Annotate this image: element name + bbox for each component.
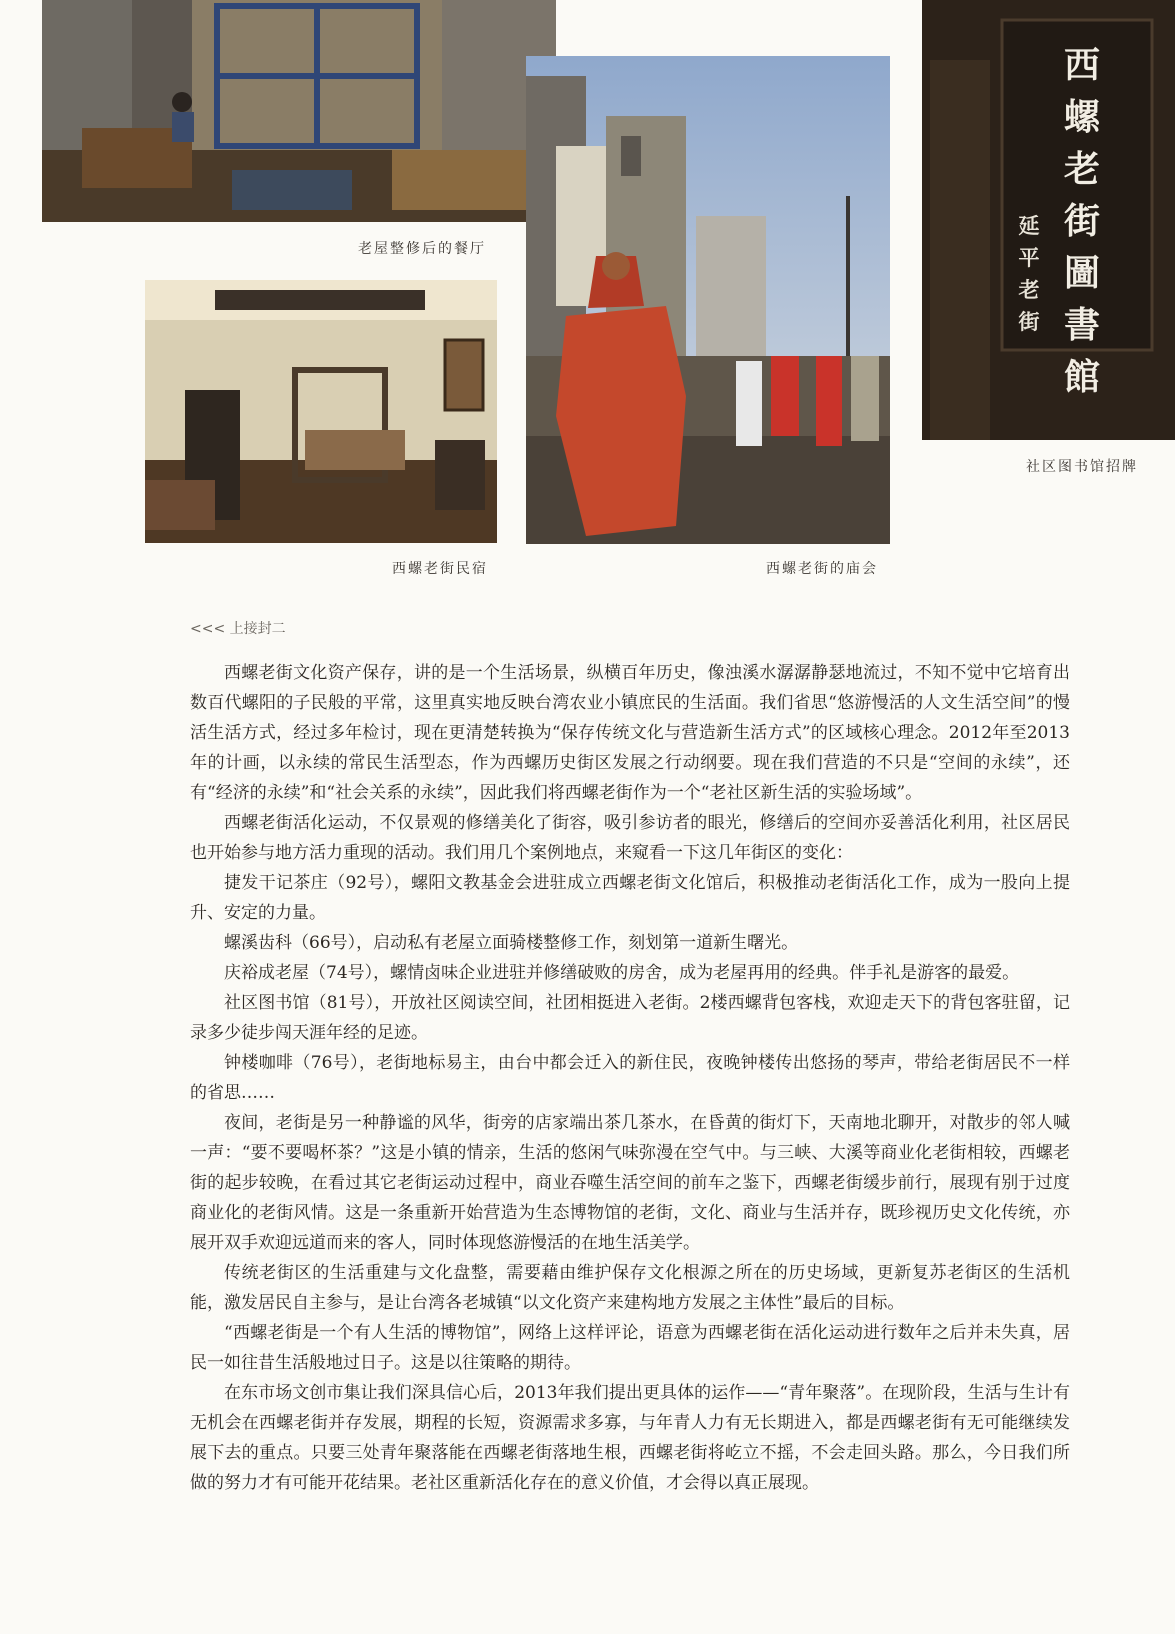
paragraph: “西螺老街是一个有人生活的博物馆”，网络上这样评论，语意为西螺老街在活化运动进行数年之后并未失真，居民一如往昔生活般地过日子。这是以往策略的期待。 [190,1323,1070,1373]
caption-library-sign: 社区图书馆招牌 [1026,459,1138,475]
paragraph: 西螺老街文化资产保存，讲的是一个生活场景，纵横百年历史，像浊溪水潺潺静瑟地流过，不知不觉中它培育出数百代螺阳的子民般的平常，这里真实地反映台湾农业小镇庶民的生活面。我们省思“悠游慢活的人文生活空间”的慢活生活方式，经过多年检讨，现在更清楚转换为“保存传统文化与营造新生活方式”的区域核心理念。2012年至2013年的计画，以永续的常民生活型态，作为西螺历史街区发展之行动纲要。现在我们营造的不只是“空间的永续”，还有“经济的永续”和“社会关系的永续”，因此我们将西螺老街作为一个“老社区新生活的实验场域”。 [190,663,1070,803]
paragraph: 西螺老街活化运动，不仅景观的修缮美化了街容，吸引参访者的眼光，修缮后的空间亦妥善活化利用，社区居民也开始参与地方活力重现的活动。我们用几个案例地点，来窥看一下这几年街区的变化： [190,813,1070,863]
caption-homestay: 西螺老街民宿 [392,561,488,577]
photo-temple-fair [526,56,890,544]
library-sign-subtitle: 延平老街 [1018,214,1040,334]
photo-library-sign [922,0,1175,440]
continued-from-label: <<< 上接封二 [190,621,286,637]
paragraph: 传统老街区的生活重建与文化盘整，需要藉由维护保存文化根源之所在的历史场域，更新复苏老街区的生活机能，激发居民自主参与，是让台湾各老城镇“以文化资产来建构地方发展之主体性”最后的目标。 [190,1263,1070,1313]
caption-temple-fair: 西螺老街的庙会 [766,561,878,577]
homestay-illustration [145,280,497,543]
paragraph: 在东市场文创市集让我们深具信心后，2013年我们提出更具体的运作——“青年聚落”。在现阶段，生活与生计有无机会在西螺老街并存发展，期程的长短，资源需求多寡，与年青人力有无长期进入，都是西螺老街有无可能继续发展下去的重点。只要三处青年聚落能在西螺老街落地生根，西螺老街将屹立不摇，不会走回头路。那么，今日我们所做的努力才有可能开花结果。老社区重新活化存在的意义价值，才会得以真正展现。 [190,1383,1070,1493]
paragraph: 社区图书馆（81号），开放社区阅读空间，社团相挺进入老街。2楼西螺背包客栈，欢迎走天下的背包客驻留，记录多少徒步闯天涯年经的足迹。 [190,993,1070,1043]
photo-homestay [145,280,497,543]
paragraph: 捷发干记茶庄（92号），螺阳文教基金会进驻成立西螺老街文化馆后，积极推动老街活化工作，成为一股向上提升、安定的力量。 [190,873,1070,923]
article-body [190,658,1070,1498]
paragraph: 钟楼咖啡（76号），老街地标易主，由台中都会迁入的新住民，夜晚钟楼传出悠扬的琴声，带给老街居民不一样的省思…… [190,1053,1070,1103]
restaurant-illustration [42,0,556,222]
library-sign-title: 西螺老街圖書館 [1063,45,1100,398]
paragraph: 夜间，老街是另一种静谧的风华，街旁的店家端出茶几茶水，在昏黄的街灯下，天南地北聊开，对散步的邻人喊一声：“要不要喝杯茶？”这是小镇的情亲，生活的悠闲气味弥漫在空气中。与三峡、大溪等商业化老街相较，西螺老街的起步较晚，在看过其它老街运动过程中，商业吞噬生活空间的前车之鉴下，西螺老街缓步前行，展现有别于过度商业化的老街风情。这是一条重新开始营造为生态博物馆的老街，文化、商业与生活并存，既珍视历史文化传统，亦展开双手欢迎远道而来的客人，同时体现悠游慢活的在地生活美学。 [190,1113,1070,1253]
temple-fair-illustration [526,56,890,544]
paragraph: 庆裕成老屋（74号），螺情卤味企业进驻并修缮破败的房舍，成为老屋再用的经典。伴手礼是游客的最爱。 [224,963,1020,983]
photo-restaurant [42,0,556,222]
caption-restaurant: 老屋整修后的餐厅 [358,241,486,257]
paragraph: 螺溪齿科（66号），启动私有老屋立面骑楼整修工作，刻划第一道新生曙光。 [224,933,799,953]
library-sign-background [922,0,1175,440]
